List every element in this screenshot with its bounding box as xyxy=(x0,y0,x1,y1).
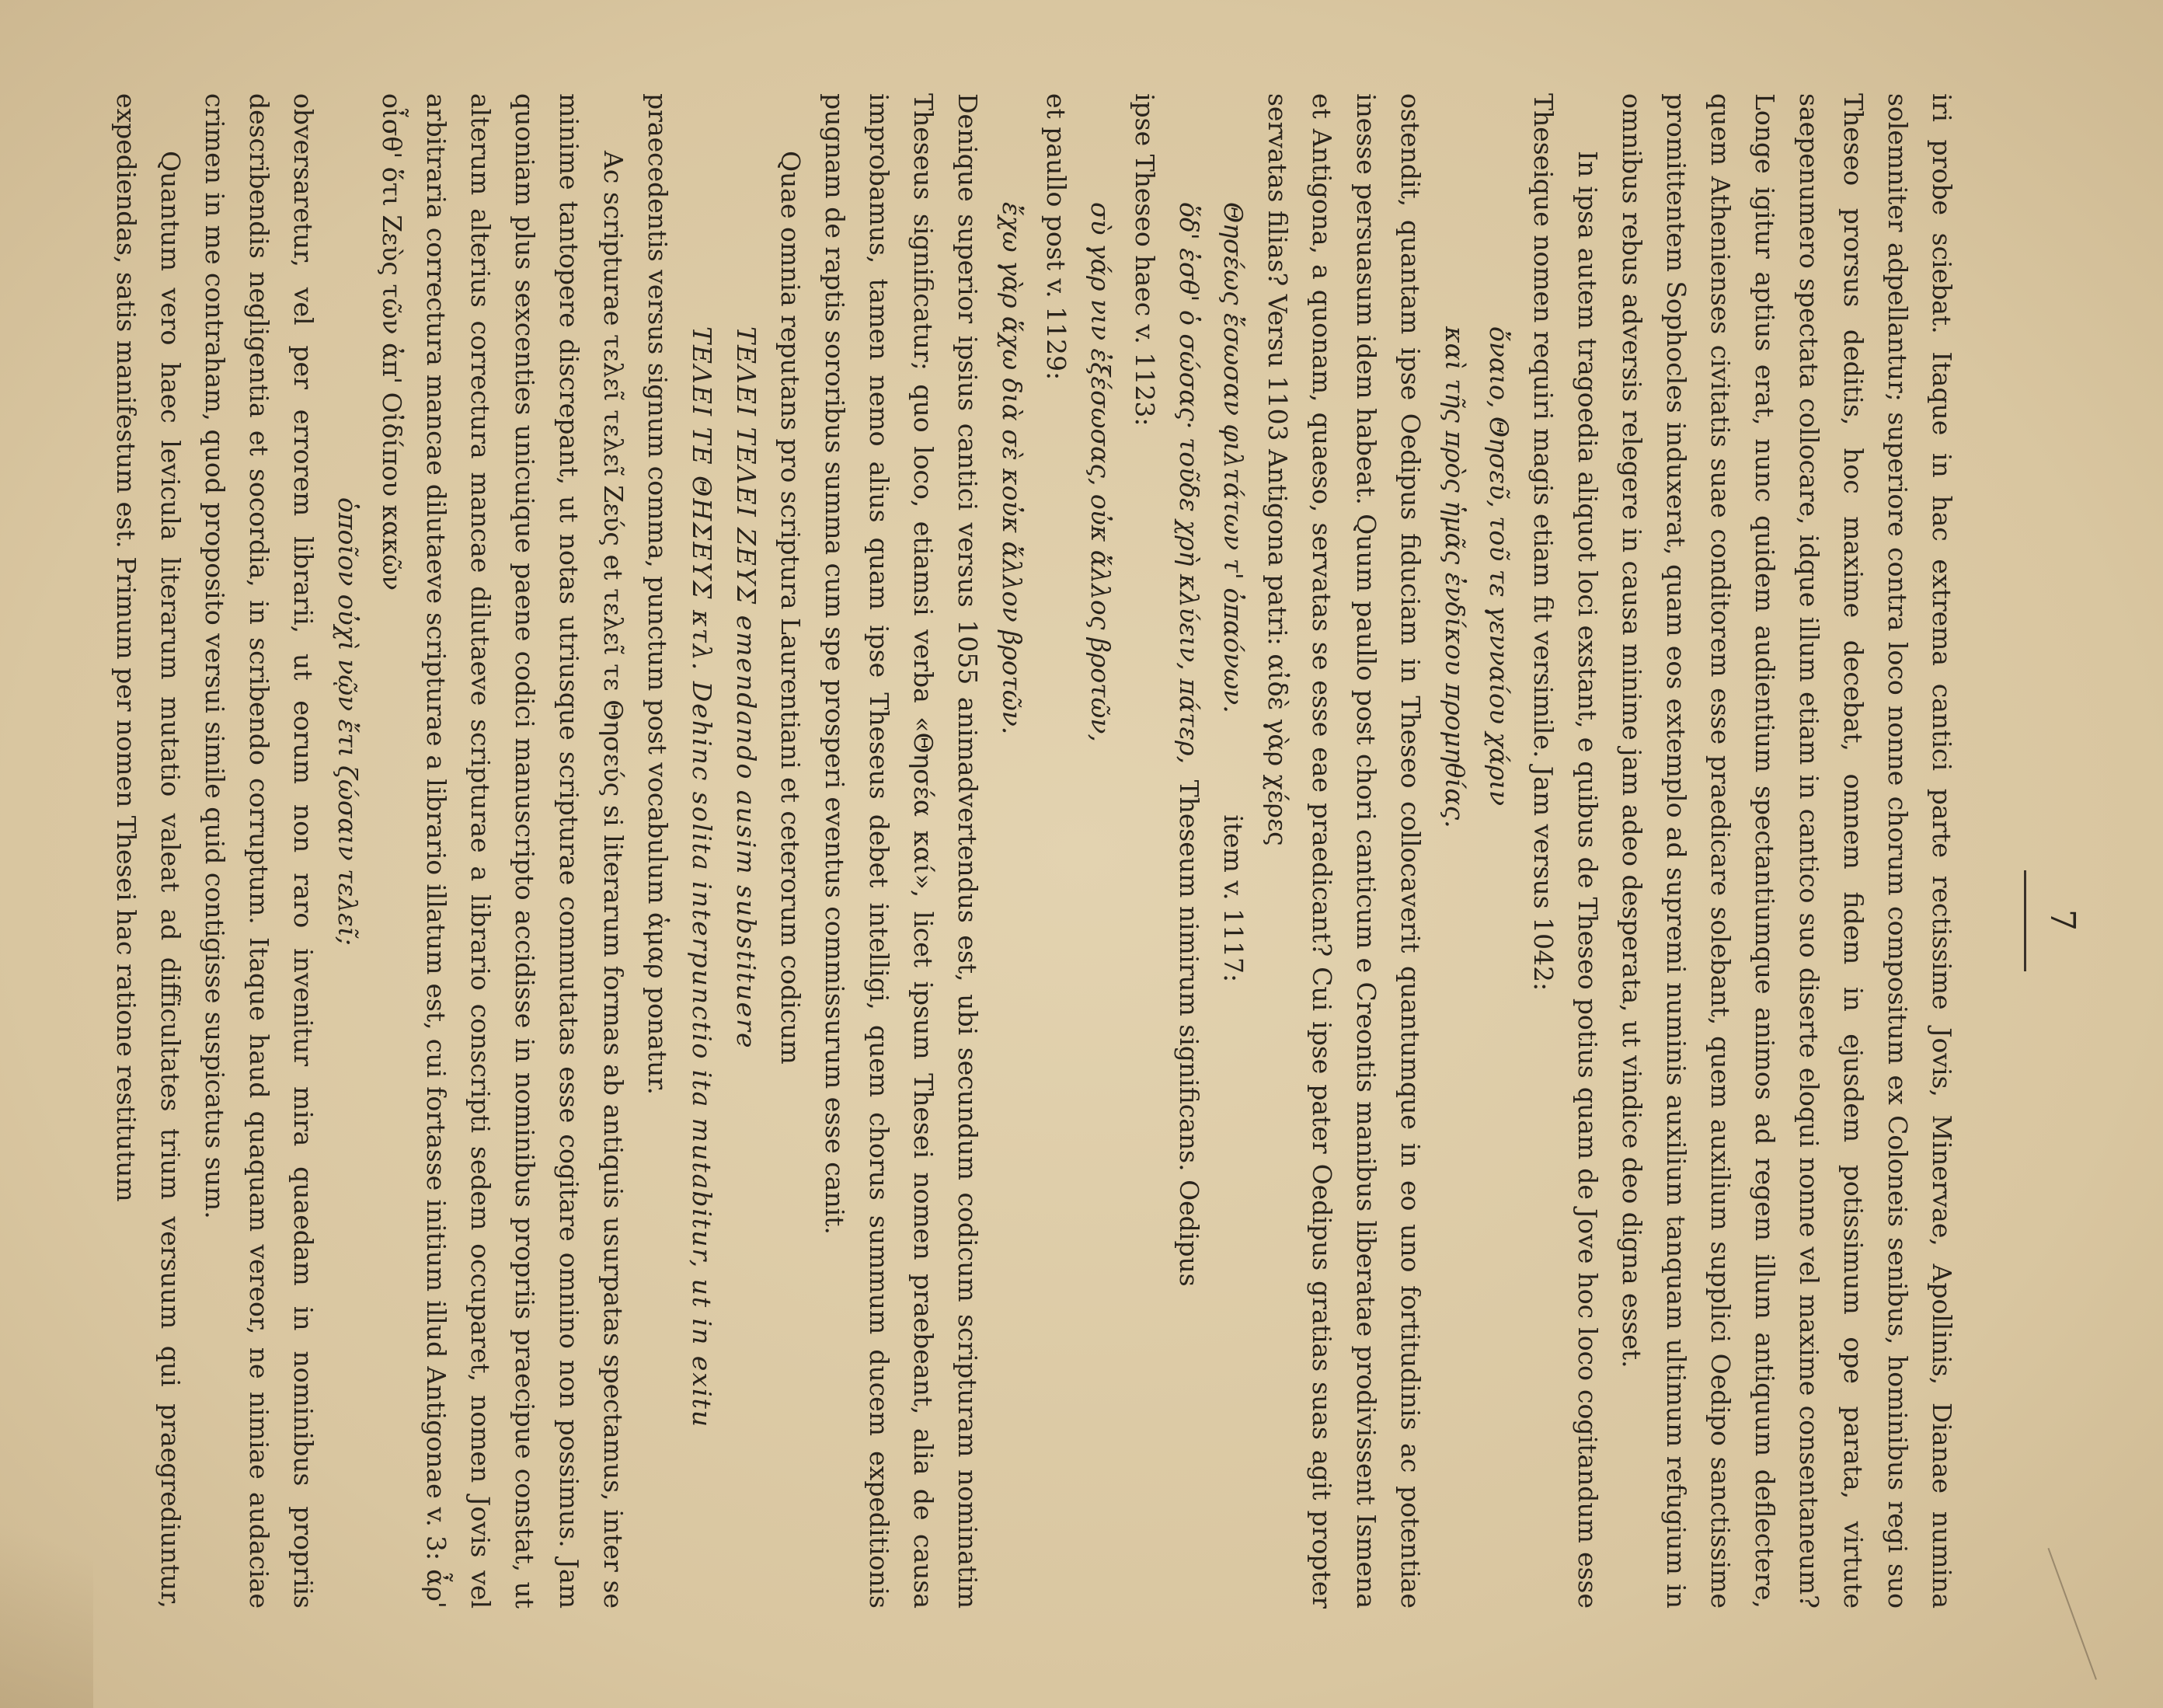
greek-quote-text: Θησέως ἔσωσαν φιλτάτων τ' ὀπαόνων. xyxy=(1218,202,1249,713)
greek-quote-line: ἔχω γὰρ ἅχω διὰ σὲ κοὐκ ἄλλον βροτῶν. xyxy=(997,202,1027,735)
paragraph: praecedentis versus signum comma, punctum post vocabulum ἁμαρ ponatur. xyxy=(643,93,673,1096)
page-number: 7 xyxy=(2043,909,2082,932)
emendation-line: ΤΕΛΕΙ ΤΕ ΘΗΣΕΥΣ κτλ. Dehinc solita interpunctio ita mutabitur, ut in exitu xyxy=(687,326,717,1429)
paragraph: ipse Theseo haec v. 1123: xyxy=(1130,93,1160,427)
emendation-line: ΤΕΛΕΙ ΤΕΛΕΙ ΖΕΥΣ emendando ausim substituere xyxy=(731,326,761,1050)
paragraph: Quae omnia reputans pro scriptura Laurentiani et ceterorum codicum xyxy=(775,151,806,1065)
greek-quote-line: καὶ τῆς πρὸς ἡμᾶς ἐνδίκου προμηθίας. xyxy=(1440,326,1470,828)
quote-tail: item v. 1117: xyxy=(1218,814,1249,983)
greek-quote-line xyxy=(1211,93,1256,1609)
greek-quote-line: ὄναιο, Θησεῦ, τοῦ τε γενναίου χάριν xyxy=(1484,326,1514,807)
paragraph: In ipsa autem tragoedia aliquot loci exstant, e quibus de Theseo potius quam de Jove hoc loco cogitandum esse Theseique nomen requiri magis etiam fit versimile. Jam versus 1042: xyxy=(1528,93,1603,1609)
paragraph: Quantum vero haec levicula literarum mutatio valeat ad difficultates trium versuum qui praegrediuntur, expediendas, satis manifestum est. Primum per nomen Thesei hac ratione restitutum xyxy=(111,93,186,1609)
quote-tail: Theseum nimirum significans. Oedipus xyxy=(1174,779,1204,1287)
greek-quote-line xyxy=(1167,93,1211,1609)
margin-pencil-mark xyxy=(2047,1537,2126,1680)
paragraph: Ac scripturae τελεῖ τελεῖ Ζεύς et τελεῖ τε Θησεύς si literarum formas ab antiquis usurpatas spectamus, inter se minime tantopere discrepant, ut notas utriusque scripturae commutatas esse cogitare omnino non possimus. Jam quoniam plus sexcenties unicuique paene codici manuscripto accidisse in nominibus propriis praecipue constat, ut alterum alterius correctura mancae dilutaeve scripturae a librario conscripti sedem occuparet, nomen Jovis vel arbitraria correctura mancae dilutaeve scripturae a librario illatum est, cui fortasse initium illud Antigonae v. 3: ἆρ' οἶσθ' ὅτι Ζεὺς τῶν ἀπ' Οἰδίπου κακῶν xyxy=(377,93,629,1609)
greek-quote-line: ὁποῖον οὐχὶ νῷν ἔτι ζώσαιν τελεῖ; xyxy=(333,497,363,946)
paragraph: Denique superior ipsius cantici versus 1055 animadvertendus est, ubi secundum codicum scripturam nominatim Theseus significatur; quo loco, etiamsi verba «Θησέα καί», licet ipsum Thesei nomen praebeant, alia de causa improbamus, tamen nemo alius quam ipse Theseus debet intelligi, quem chorus summum ducem expeditionis pugnam de raptis sororibus summa cum spe prosperi eventus commissurum esse canit. xyxy=(820,93,983,1609)
page-corner-shadow xyxy=(0,1476,93,1708)
paragraph: ostendit, quantam ipse Oedipus fiduciam in Theseo collocaverit quantumque in eo uno fortitudinis ac potentiae inesse persuasum idem habeat. Quum paullo post chori canticum e Creontis manibus liberatae prodivissent Ismena et Antigona, a quonam, quaeso, servatas se esse eae praedicant? Cui ipse pater Oedipus gratias suas agit propter servatas filias? Versu 1103 Antigona patri: αἰδὲ γὰρ χέρες xyxy=(1263,93,1426,1609)
header-rule xyxy=(2024,870,2026,971)
paragraph: obversaretur, vel per errorem librarii, ut eorum non raro invenitur mira quaedam in nominibus propriis describendis negligentia et socordia, in scribendo corruptum. Itaque haud quaquam vereor, ne nimiae audaciae crimen in me contraham, quod proposito versui simile quid contigisse suspicatus sum. xyxy=(200,93,319,1609)
greek-quote-line: σὺ γάρ νιν ἐξέσωσας, οὐκ ἄλλος βροτῶν, xyxy=(1085,202,1116,742)
rotated-text-block xyxy=(111,93,2082,1609)
paragraph: iri probe sciebat. Itaque in hac extrema cantici parte rectissime Jovis, Minervae, Apollinis, Dianae numina solemniter adpellantur; superiore contra loco nonne chorum compositum ex Coloneis senibus, hominibus regi suo Theseo prorsus deditis, hoc maxime decebat, omnem fidem in ejusdem potissimum ope parata, virtute saepenumero spectata collocare, idque illum etiam in cantico suo diserte eloqui nonne vel maxime consentaneum? Longe igitur aptius erat, nunc quidem audientium spectantiumque animos ad regem illum antiquum deflectere, quem Athenienses civitatis suae conditorem esse praedicare solebant, quem auxilium supplici Oedipo sanctissime promittentem Sophocles induxerat, quam eos extemplo ad supremi numinis auxilium tanquam ultimum refugium in omnibus rebus adversis relegere in causa minime jam adeo desperata, ut vindice deo digna esset. xyxy=(1617,93,1957,1609)
greek-quote-text: ὅδ' ἐσθ' ὁ σώσας· τοῦδε χρὴ κλύειν, πάτερ, xyxy=(1174,202,1204,765)
paragraph: et paullo post v. 1129: xyxy=(1041,93,1071,381)
body-text xyxy=(104,93,1964,1609)
